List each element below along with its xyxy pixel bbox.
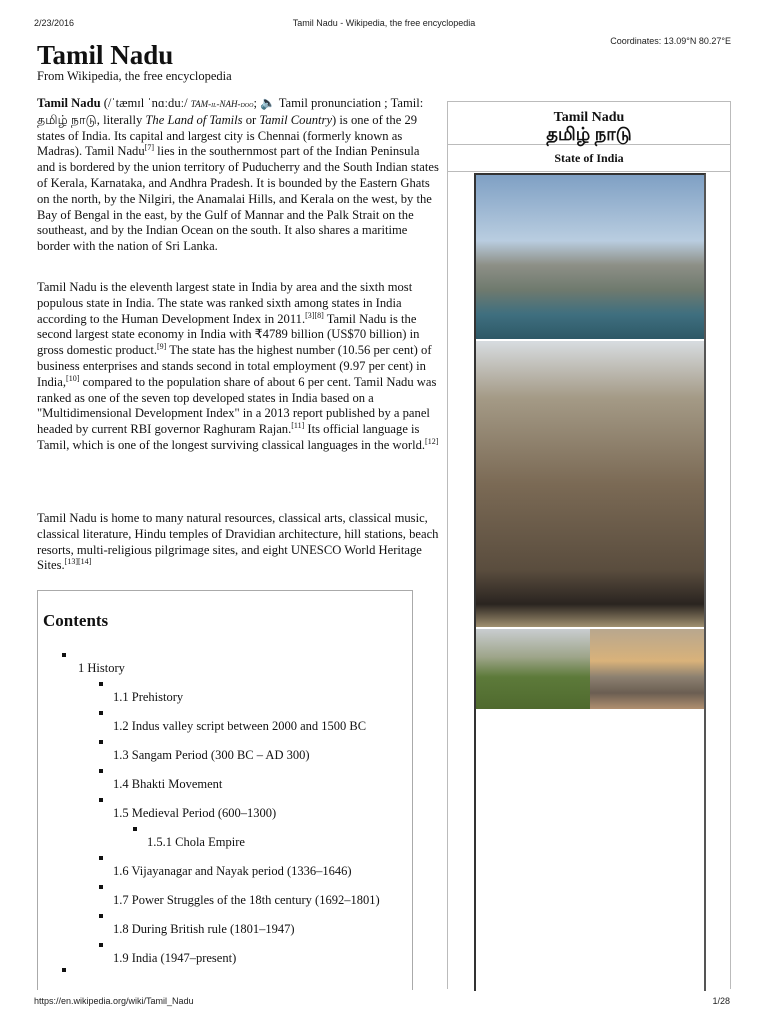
citation[interactable]: [12]: [425, 436, 439, 446]
text: ; 🔈 Tamil pronunciation ; Tamil: தமிழ் நாடு, literally: [37, 96, 424, 127]
text: Tamil Country: [259, 112, 333, 127]
toc-bullet: [99, 856, 103, 860]
toc-item[interactable]: 1 History: [78, 661, 125, 675]
toc-bullet: [133, 827, 137, 831]
citation[interactable]: [10]: [66, 373, 80, 383]
toc-heading: Contents: [43, 611, 109, 630]
text: Tamil Nadu is home to many natural resources, classical arts, classical music, classical literature, Hindu temples of Dravidian architecture, hill stations, beach resorts, multi-religious pilgrimage sites, and eight UNESCO World Heritage Sites.: [37, 511, 439, 573]
infobox-title-ta: தமிழ் நாடு: [546, 124, 632, 144]
citation[interactable]: [7]: [144, 143, 154, 153]
toc-item[interactable]: 1.6 Vijayanagar and Nayak period (1336–1646): [113, 864, 352, 878]
montage-frame: [474, 173, 706, 991]
text: The state has the highest number (10.56 per cent) of business enterprises and stands second in total employment (9.97 per cent) in India,: [37, 343, 432, 389]
bold-title: Tamil Nadu: [37, 96, 101, 110]
coordinates[interactable]: Coordinates: 13.09°N 80.27°E: [610, 36, 731, 46]
infobox-title: [448, 102, 730, 145]
toc-bullet: [62, 653, 66, 657]
toc-bullet: [99, 711, 103, 715]
toc-item[interactable]: 1.8 During British rule (1801–1947): [113, 922, 295, 936]
toc-item[interactable]: 1.2 Indus valley script between 2000 and 1500 BC: [113, 719, 367, 733]
citation[interactable]: [3][8]: [305, 310, 324, 320]
text: compared to the population share of about 6 per cent. Tamil Nadu was ranked as one of the seven top developed states in India based on a "Multidimensional Development Index" in a 2013 report published by a panel headed by current RBI governor Raghuram Rajan.: [37, 374, 437, 437]
infobox-title-en: Tamil Nadu: [553, 110, 625, 125]
text: Tamil Nadu is the eleventh largest state in India by area and the sixth most populous state in India. The state was ranked sixth among states in India according to the Human Development Index in 2011.: [37, 280, 413, 326]
toc-bullet: [99, 914, 103, 918]
infobox: [447, 101, 731, 989]
vivekananda-rock-photo[interactable]: [476, 175, 704, 339]
toc-bullet: [99, 682, 103, 686]
respelling: TAM-il-NAH-doo: [190, 99, 254, 109]
print-title: Tamil Nadu - Wikipedia, the free encyclopedia: [292, 18, 476, 28]
text: Tamil Nadu is the second largest state economy in India with ₹4789 billion (US$70 billion) in gross domestic product.: [37, 311, 420, 358]
citation[interactable]: [11]: [291, 420, 305, 430]
intro-paragraph-1: [37, 96, 439, 255]
footer-url: https://en.wikipedia.org/wiki/Tamil_Nadu: [34, 996, 194, 1006]
intro-paragraph-3: [37, 511, 439, 574]
citation[interactable]: [9]: [156, 342, 167, 351]
citation[interactable]: [13][14]: [64, 557, 92, 567]
text: or: [242, 112, 260, 127]
print-date: 2/23/2016: [34, 18, 75, 28]
infobox-subtitle: State of India: [448, 145, 730, 172]
toc-bullet: [62, 968, 66, 972]
toc-item[interactable]: 1.4 Bhakti Movement: [113, 777, 223, 791]
meenakshi-temple-photo[interactable]: [476, 341, 704, 627]
page-subtitle: From Wikipedia, the free encyclopedia: [37, 69, 232, 83]
toc-bullet: [99, 885, 103, 889]
page-number: 1/28: [712, 996, 730, 1006]
page-title: Tamil Nadu: [37, 40, 174, 70]
nilgiri-tahr-photo[interactable]: [476, 629, 590, 709]
text: The Land of Tamils: [145, 112, 243, 127]
toc-bullet: [99, 943, 103, 947]
beach-sunset-photo[interactable]: [590, 629, 704, 709]
toc-bullet: [99, 769, 103, 773]
toc-item[interactable]: 1.7 Power Struggles of the 18th century (1692–1801): [113, 893, 380, 907]
toc-bullet: [99, 740, 103, 744]
toc-item[interactable]: 1.3 Sangam Period (300 BC – AD 300): [113, 748, 310, 762]
toc-item[interactable]: 1.1 Prehistory: [113, 690, 184, 704]
text: lies in the southernmost part of the Indian Peninsula and is bordered by the union territory of Puducherry and the South Indian states of Kerala, Karnataka, and Andhra Pradesh. It is bounded by the Eastern Ghats on the north, by the Nilgiri, the Anamalai Hills, and Kerala on the west, by the Bay of Bengal in the east, by the Gulf of Mannar and the Palk Strait on the southeast, and by the Indian Ocean on the south. It also shares a maritime border with the nation of Sri Lanka.: [37, 144, 439, 254]
text: ) is one of the 29 states of India. Its capital and largest city is Chennai (formerly known as Madras). Tamil Nadu: [37, 112, 418, 159]
toc-item[interactable]: 1.5.1 Chola Empire: [147, 835, 245, 849]
table-of-contents: [37, 590, 413, 990]
toc-bullet: [99, 798, 103, 802]
toc-item[interactable]: 1.9 India (1947–present): [113, 951, 237, 965]
text: Its official language is Tamil, which is one of the longest surviving classical languages in the world.: [37, 422, 426, 452]
toc-item[interactable]: 1.5 Medieval Period (600–1300): [113, 806, 277, 820]
ipa[interactable]: (/ˈtæmɪl ˈnɑːduː/: [100, 96, 191, 110]
intro-paragraph-2: [37, 280, 439, 454]
